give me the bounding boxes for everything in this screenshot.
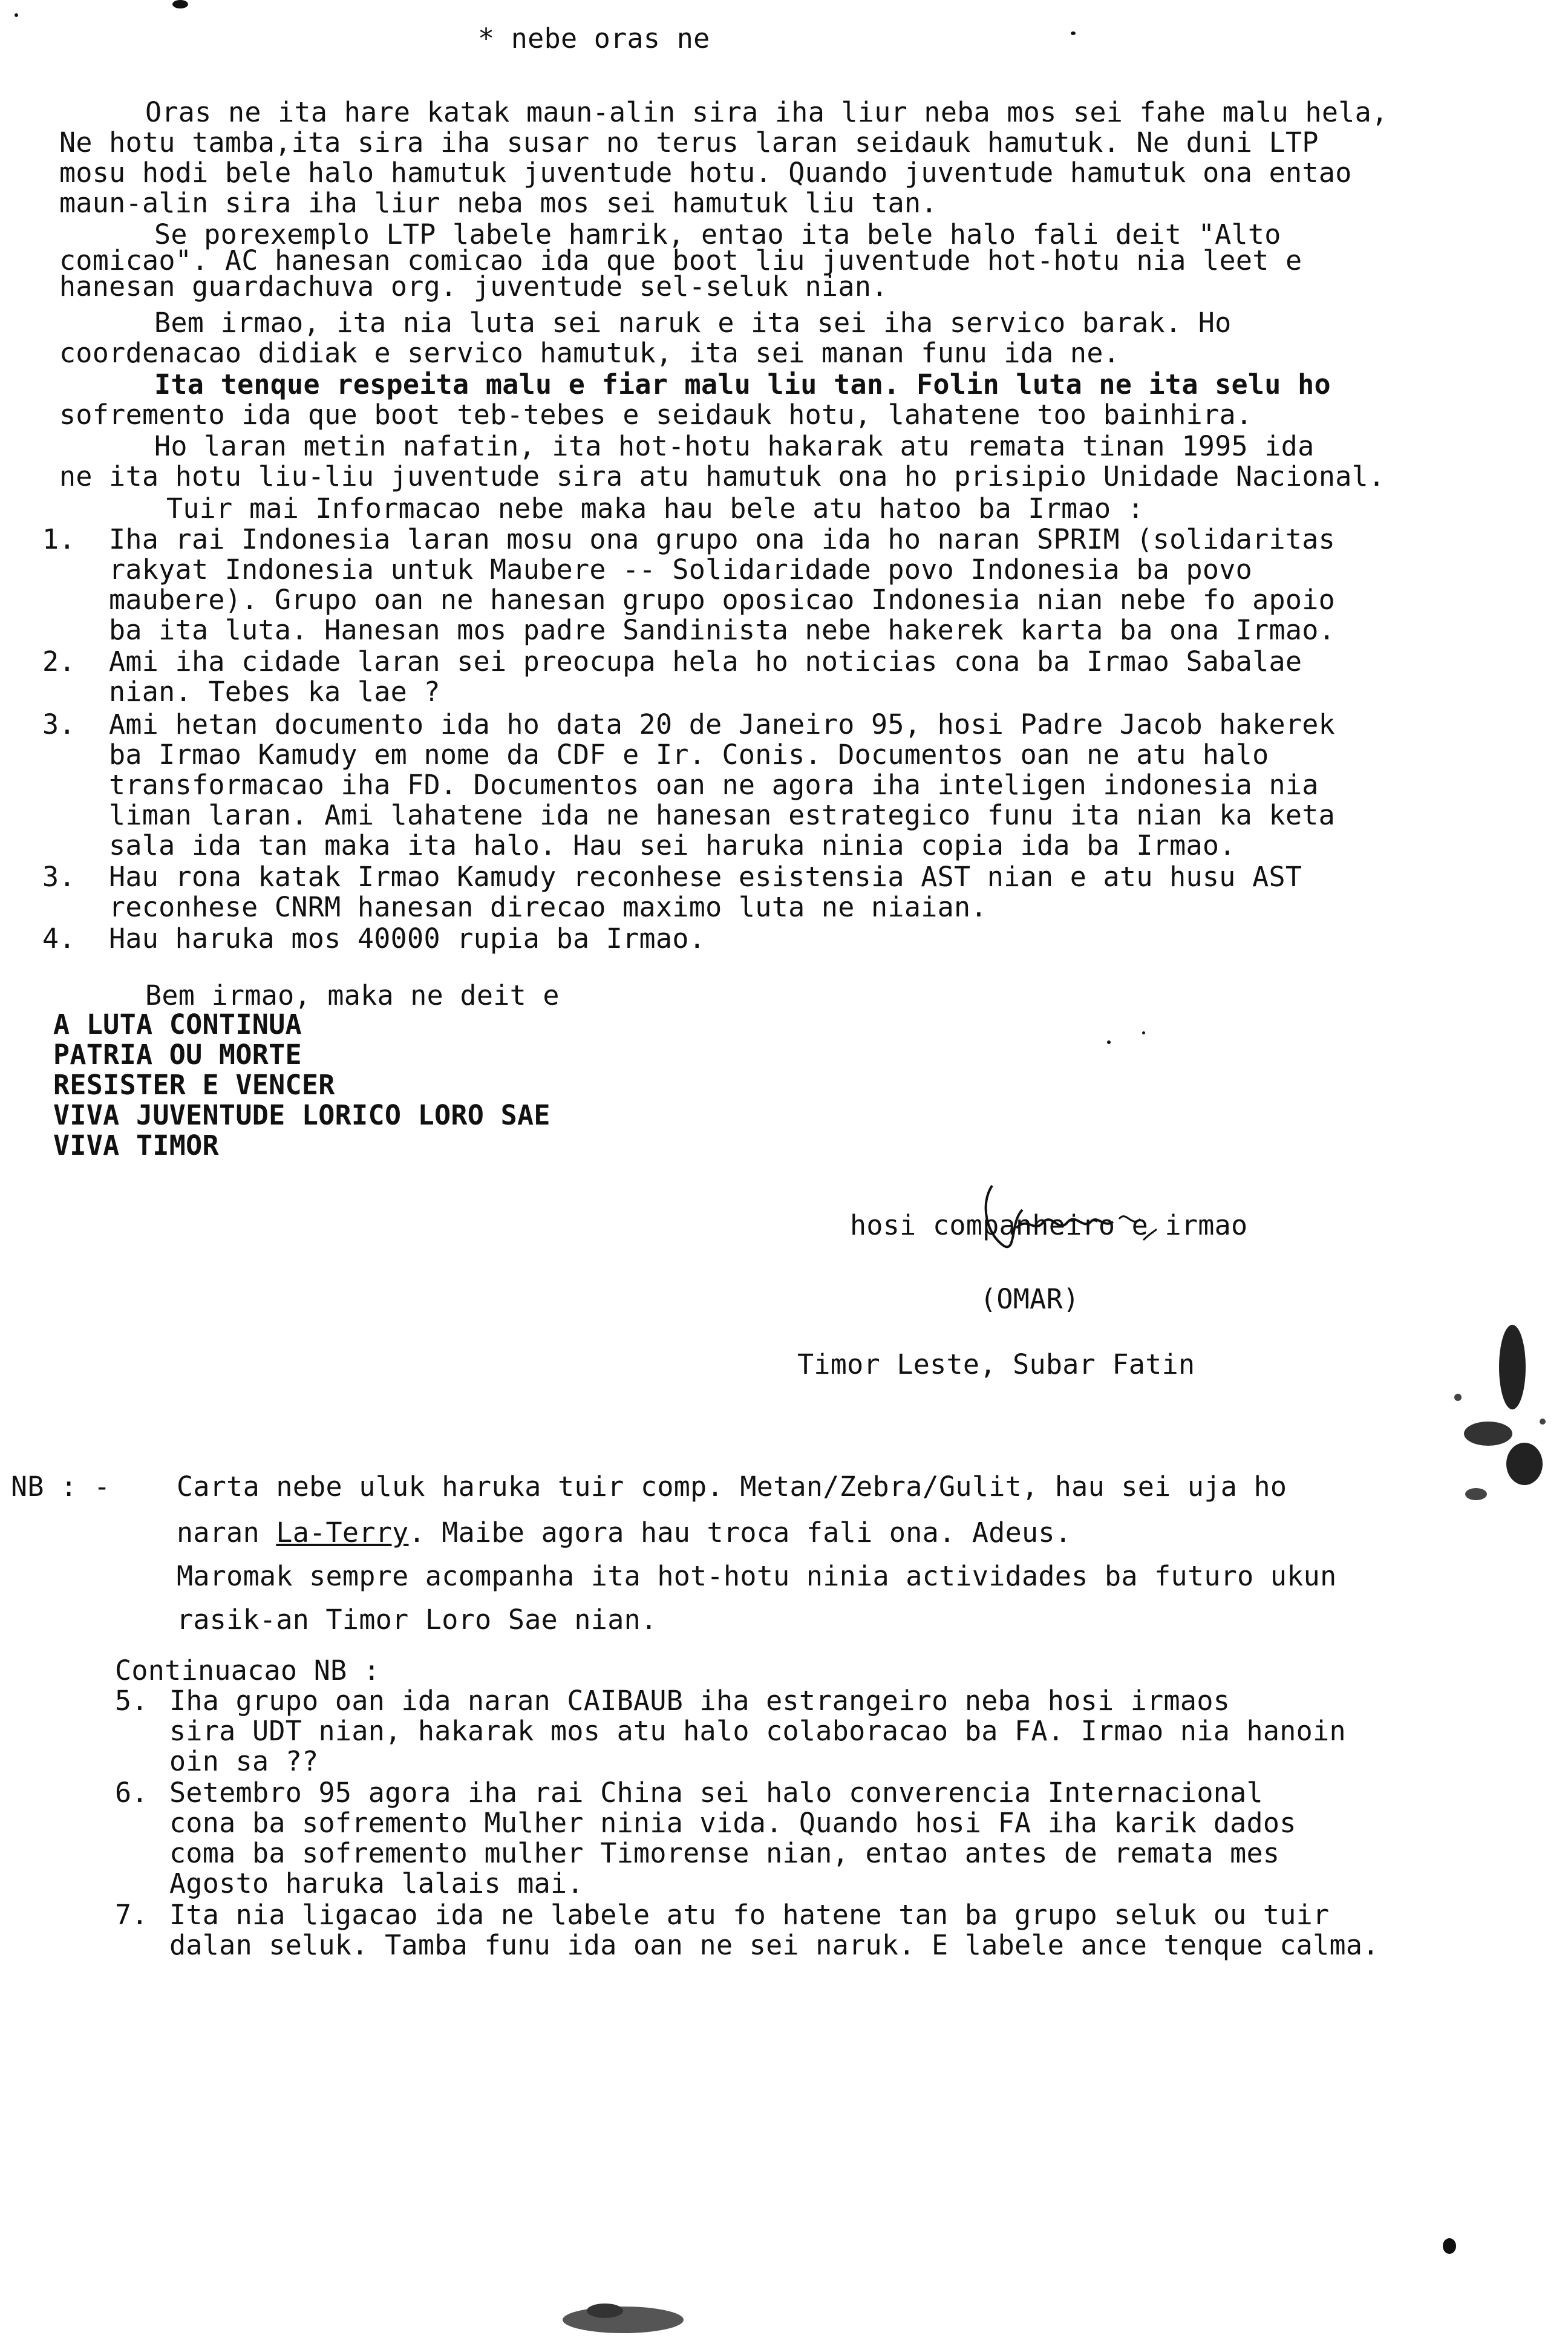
text-line: liman laran. Ami lahatene ida ne hanesan estrategico funu ita nian ka keta (109, 799, 1336, 831)
text-line: Hau rona katak Irmao Kamudy reconhese esistensia AST nian e atu husu AST (109, 861, 1302, 893)
signature-place: Timor Leste, Subar Fatin (797, 1348, 1195, 1380)
text-line: Iha rai Indonesia laran mosu ona grupo ona ida ho naran SPRIM (solidaritas (109, 523, 1336, 555)
text-line: maubere). Grupo oan ne hanesan grupo oposicao Indonesia nian nebe fo apoio (109, 584, 1336, 616)
slogan: VIVA JUVENTUDE LORICO LORO SAE (53, 1099, 550, 1131)
text-line: Ita tenque respeita malu e fiar malu liu tan. Folin luta ne ita selu ho (154, 368, 1331, 400)
handwritten-signature (968, 1161, 1161, 1282)
item-number: 6. (115, 1777, 148, 1809)
text-line: coordenacao didiak e servico hamutuk, ita sei manan funu ida ne. (59, 337, 1120, 369)
item-number: 7. (115, 1899, 148, 1931)
text-line: Ho laran metin nafatin, ita hot-hotu hakarak atu remata tinan 1995 ida (154, 430, 1315, 462)
slogan: PATRIA OU MORTE (53, 1039, 302, 1071)
text-line: hanesan guardachuva org. juventude sel-seluk nian. (59, 270, 888, 302)
text-line: sira UDT nian, hakarak mos atu halo colaboracao ba FA. Irmao nia hanoin (169, 1715, 1346, 1747)
text-line: Hau haruka mos 40000 rupia ba Irmao. (109, 922, 706, 955)
text-line: Agosto haruka lalais mai. (169, 1867, 584, 1899)
text-line (177, 1517, 1071, 1549)
slogan: VIVA TIMOR (53, 1129, 219, 1161)
text-line: Carta nebe uluk haruka tuir comp. Metan/Zebra/Gulit, hau sei uja ho (177, 1471, 1287, 1503)
text-line: Bem irmao, ita nia luta sei naruk e ita sei iha servico barak. Ho (154, 307, 1232, 339)
section-heading: Continuacao NB : (115, 1654, 381, 1686)
ink-blotch (557, 2299, 690, 2335)
scan-speck (1142, 1031, 1145, 1034)
text-line: rakyat Indonesia untuk Maubere -- Solidaridade povo Indonesia ba povo (109, 553, 1253, 586)
item-number: 2. (42, 645, 76, 677)
info-intro: Tuir mai Informacao nebe maka hau bele atu hatoo ba Irmao : (166, 492, 1145, 524)
ink-blotch (1440, 1313, 1555, 1512)
text-line: reconhese CNRM hanesan direcao maximo luta ne niaian. (109, 891, 987, 923)
text-line: Ami iha cidade laran sei preocupa hela ho noticias cona ba Irmao Sabalae (109, 645, 1302, 677)
scan-speck (1443, 2238, 1456, 2254)
item-number: 5. (115, 1685, 148, 1717)
signature-name: (OMAR) (980, 1283, 1080, 1315)
text-line: Maromak sempre acompanha ita hot-hotu ninia actividades ba futuro ukun (177, 1560, 1337, 1592)
slogan: RESISTER E VENCER (53, 1069, 335, 1101)
text-line: Setembro 95 agora iha rai China sei halo converencia Internacional (169, 1777, 1263, 1809)
text-line: ba Irmao Kamudy em nome da CDF e Ir. Conis. Documentos oan ne atu halo (109, 739, 1269, 771)
signature-from: hosi companheiro e irmao (850, 1209, 1248, 1241)
nb-label: NB : - (11, 1471, 111, 1503)
text-line: mosu hodi bele halo hamutuk juventude hotu. Quando juventude hamutuk ona entao (59, 157, 1352, 189)
text-line: maun-alin sira iha liur neba mos sei hamutuk liu tan. (59, 187, 938, 219)
text-line: nian. Tebes ka lae ? (109, 676, 440, 708)
text-line: coma ba sofremento mulher Timorense nian, entao antes de remata mes (169, 1837, 1280, 1869)
closing-line: Bem irmao, maka ne deit e (145, 979, 560, 1011)
text-segment: . Maibe agora hau troca fali ona. Adeus. (408, 1517, 1072, 1549)
text-line: oin sa ?? (169, 1745, 319, 1777)
text-line: transformacao iha FD. Documentos oan ne agora iha inteligen indonesia nia (109, 769, 1319, 801)
text-line: rasik-an Timor Loro Sae nian. (177, 1604, 658, 1636)
text-line: ba ita luta. Hanesan mos padre Sandinista nebe hakerek karta ba ona Irmao. (109, 614, 1336, 646)
text-line: Oras ne ita hare katak maun-alin sira iha liur neba mos sei fahe malu hela, (145, 96, 1388, 128)
item-number: 3. (42, 708, 76, 740)
text-line: cona ba sofremento Mulher ninia vida. Quando hosi FA iha karik dados (169, 1807, 1296, 1839)
item-number: 4. (42, 922, 76, 955)
page-title: * nebe oras ne (478, 22, 710, 54)
slogan: A LUTA CONTINUA (53, 1008, 302, 1040)
text-line: dalan seluk. Tamba funu ida oan ne sei naruk. E labele ance tenque calma. (169, 1929, 1379, 1961)
item-number: 3. (42, 861, 76, 893)
text-segment: naran (177, 1517, 276, 1549)
alias-name: La-Terry (276, 1517, 409, 1549)
text-line: sala ida tan maka ita halo. Hau sei haruka ninia copia ida ba Irmao. (109, 829, 1236, 861)
text-line: sofremento ida que boot teb-tebes e seidauk hotu, lahatene too bainhira. (59, 399, 1253, 431)
text-line: comicao". AC hanesan comicao ida que boot liu juventude hot-hotu nia leet e (59, 244, 1302, 276)
item-number: 1. (42, 523, 76, 555)
text-line: Se porexemplo LTP labele hamrik, entao ita bele halo fali deit "Alto (154, 218, 1281, 250)
text-line: Iha grupo oan ida naran CAIBAUB iha estrangeiro neba hosi irmaos (169, 1685, 1230, 1717)
scan-speck (15, 13, 18, 17)
scan-speck (1107, 1040, 1111, 1044)
text-line: Ita nia ligacao ida ne labele atu fo hatene tan ba grupo seluk ou tuir (169, 1899, 1330, 1931)
scan-speck (1071, 31, 1076, 35)
text-line: ne ita hotu liu-liu juventude sira atu hamutuk ona ho prisipio Unidade Nacional. (59, 460, 1385, 492)
text-line: Ami hetan documento ida ho data 20 de Janeiro 95, hosi Padre Jacob hakerek (109, 708, 1336, 740)
scan-speck (172, 0, 188, 8)
text-line: Ne hotu tamba,ita sira iha susar no terus laran seidauk hamutuk. Ne duni LTP (59, 126, 1319, 158)
